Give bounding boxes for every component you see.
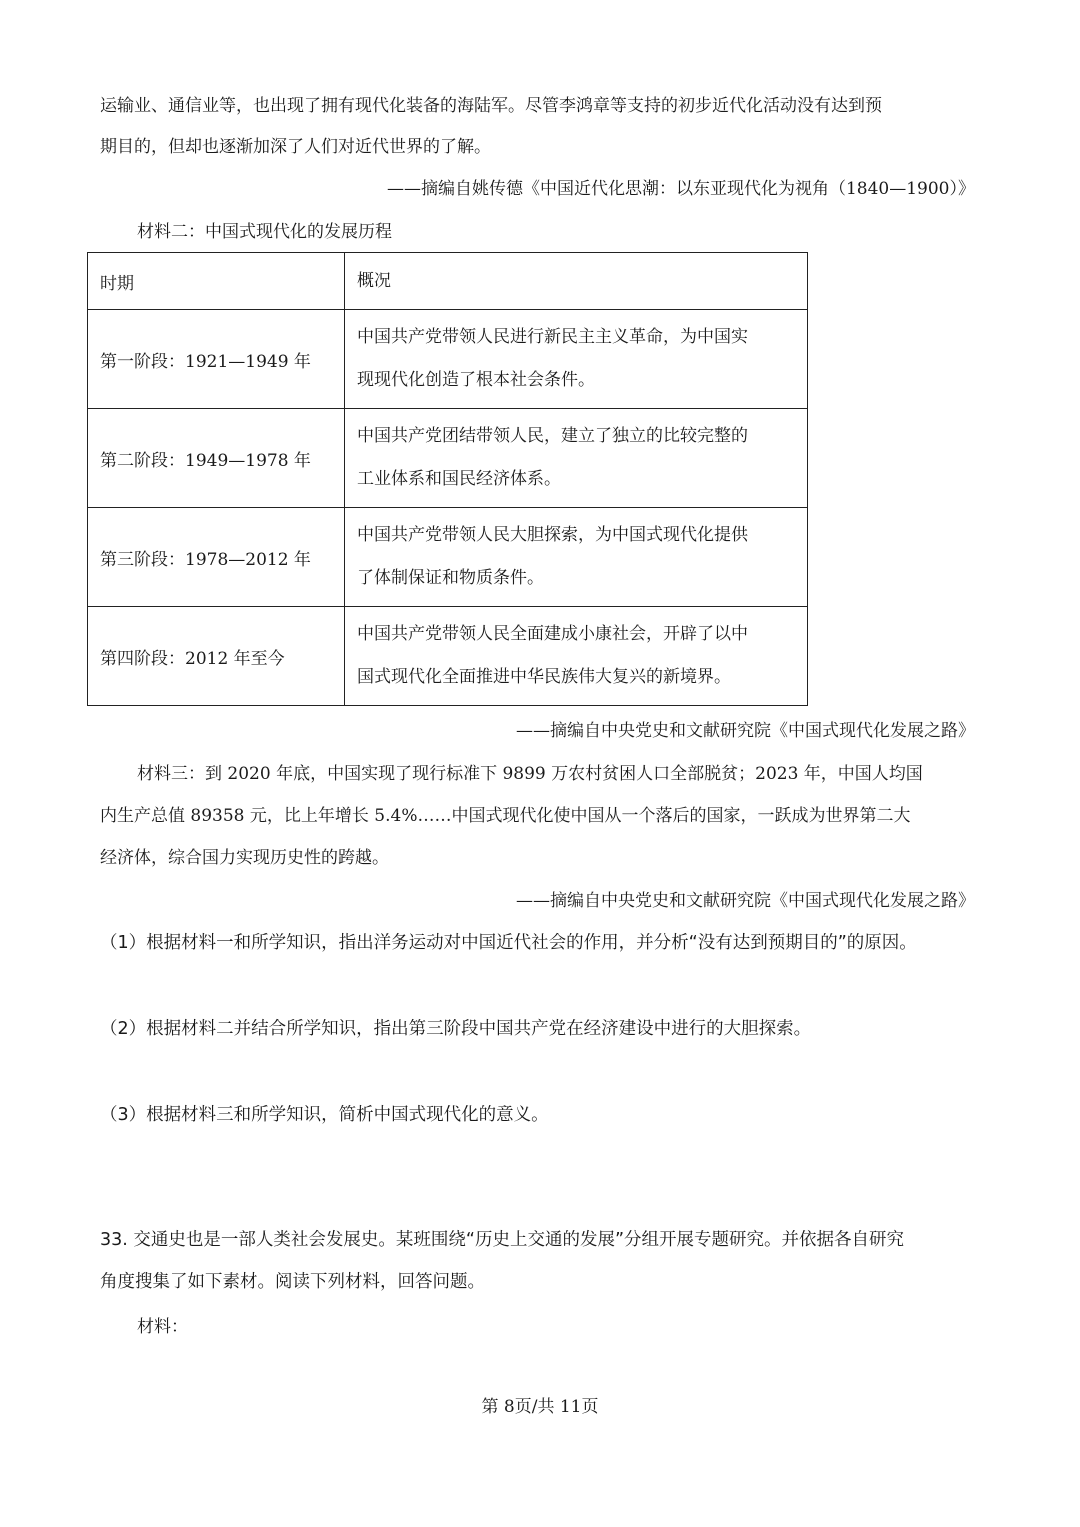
page-footer: 第 8页/共 11页 [481,1397,599,1417]
material3-line1: 材料三：到 2020 年底，中国实现了现行标准下 9899 万农村贫困人口全部脱贫；2023 年，中国人均国 [137,764,923,784]
header-overview: 概况 [345,253,808,310]
question-3: （3）根据材料三和所学知识，简析中国式现代化的意义。 [100,1105,549,1125]
overview-cell [345,508,808,607]
period-cell: 第二阶段：1949—1978 年 [88,409,345,508]
period-cell: 第三阶段：1978—2012 年 [88,508,345,607]
question-1: （1）根据材料一和所学知识，指出洋务运动对中国近代社会的作用，并分析“没有达到预期目的”的原因。 [100,933,917,953]
overview-cell [345,607,808,706]
material2-title: 材料二：中国式现代化的发展历程 [137,222,392,242]
overview-line: 中国共产党带领人民进行新民主主义革命，为中国实 [357,327,748,347]
overview-cell [345,310,808,409]
overview-line: 中国共产党带领人民全面建成小康社会，开辟了以中 [357,624,748,644]
header-period: 时期 [88,253,345,310]
overview-line: 现现代化创造了根本社会条件。 [357,370,595,390]
period-cell: 第四阶段：2012 年至今 [88,607,345,706]
material1-source: ——摘编自姚传德《中国近代化思潮：以东亚现代化为视角（1840—1900）》 [386,179,975,199]
period-cell: 第一阶段：1921—1949 年 [88,310,345,409]
overview-line: 工业体系和国民经济体系。 [357,469,561,489]
table-row [88,508,808,607]
table-row [88,409,808,508]
problem33-line1: 33. 交通史也是一部人类社会发展史。某班围绕“历史上交通的发展”分组开展专题研究。并依据各自研究 [100,1230,905,1250]
overview-line: 中国共产党团结带领人民，建立了独立的比较完整的 [357,426,748,446]
material1-line1: 运输业、通信业等，也出现了拥有现代化装备的海陆军。尽管李鸿章等支持的初步近代化活动没有达到预 [100,96,882,116]
material3-line3: 经济体，综合国力实现历史性的跨越。 [100,848,389,868]
overview-cell [345,409,808,508]
table-row [88,607,808,706]
table-row [88,310,808,409]
material3-source: ——摘编自中央党史和文献研究院《中国式现代化发展之路》 [516,891,975,911]
material1-line2: 期目的，但却也逐渐加深了人们对近代世界的了解。 [100,137,491,157]
problem33-line2: 角度搜集了如下素材。阅读下列材料，回答问题。 [100,1272,485,1292]
overview-line: 中国共产党带领人民大胆探索，为中国式现代化提供 [357,525,748,545]
problem33-material-label: 材料： [137,1317,188,1337]
material2-source: ——摘编自中央党史和文献研究院《中国式现代化发展之路》 [516,721,975,741]
overview-line: 国式现代化全面推进中华民族伟大复兴的新境界。 [357,667,731,687]
overview-line: 了体制保证和物质条件。 [357,568,544,588]
material3-line2: 内生产总值 89358 元，比上年增长 5.4%……中国式现代化使中国从一个落后的国家，一跃成为世界第二大 [100,806,911,826]
table-header-row [88,253,808,310]
development-stages-table [87,252,808,706]
question-2: （2）根据材料二并结合所学知识，指出第三阶段中国共产党在经济建设中进行的大胆探索。 [100,1019,812,1039]
